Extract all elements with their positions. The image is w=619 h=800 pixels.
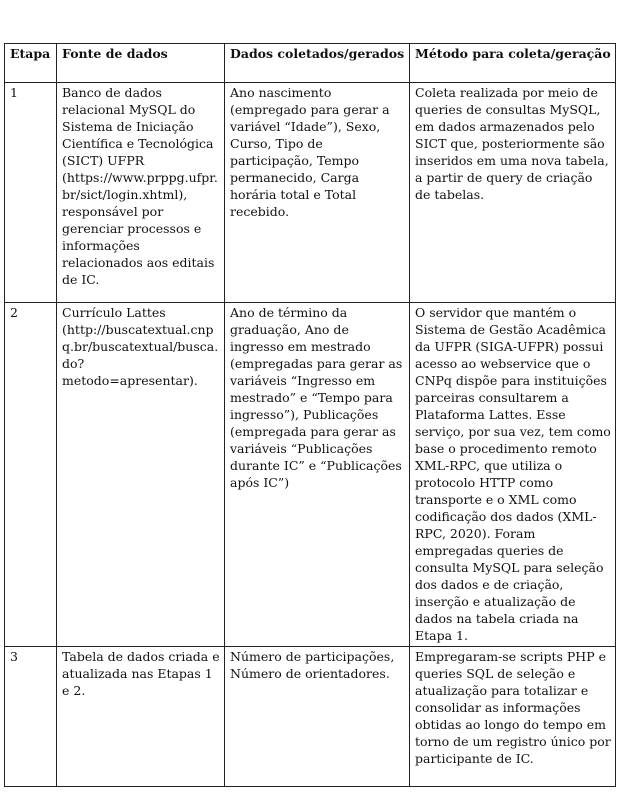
table-row <box>5 83 616 303</box>
cell-metodo: Empregaram-se scripts PHP e queries SQL de seleção e atualização para totalizar e consolidar as informações obtidas ao longo do tempo em torno de um registro único por participante de IC. <box>410 647 616 787</box>
cell-dados: Ano nascimento (empregado para gerar a variável “Idade”), Sexo, Curso, Tipo de participação, Tempo permanecido, Carga horária total e Total recebido. <box>225 83 410 303</box>
cell-fonte: Currículo Lattes (http://buscatextual.cnpq.br/buscatextual/busca.do?metodo=apresentar). <box>57 303 225 647</box>
cell-etapa: 3 <box>5 647 57 787</box>
cell-fonte: Tabela de dados criada e atualizada nas Etapas 1 e 2. <box>57 647 225 787</box>
header-dados-coletados: Dados coletados/gerados <box>225 44 410 83</box>
cell-metodo: O servidor que mantém o Sistema de Gestão Acadêmica da UFPR (SIGA-UFPR) possui acesso ao webservice que o CNPq dispõe para instituições parceiras consultarem a Plataforma Lattes. Esse serviço, por sua vez, tem como base o procedimento remoto XML-RPC, que utiliza o protocolo HTTP como transporte e o XML como codificação dos dados (XML-RPC, 2020). Foram empregadas queries de consulta MySQL para seleção dos dados e de criação, inserção e atualização de dados na tabela criada na Etapa 1. <box>410 303 616 647</box>
cell-dados: Número de participações, Número de orientadores. <box>225 647 410 787</box>
cell-dados: Ano de término da graduação, Ano de ingresso em mestrado (empregadas para gerar as variáveis “Ingresso em mestrado” e “Tempo para ingresso”), Publicações (empregada para gerar as variáveis “Publicações durante IC” e “Publicações após IC”) <box>225 303 410 647</box>
data-collection-table <box>4 43 616 787</box>
header-metodo: Método para coleta/geração <box>410 44 616 83</box>
table-header-row <box>5 44 616 83</box>
cell-metodo: Coleta realizada por meio de queries de consultas MySQL, em dados armazenados pelo SICT que, posteriormente são inseridos em uma nova tabela, a partir de query de criação de tabelas. <box>410 83 616 303</box>
table-row <box>5 647 616 787</box>
cell-etapa: 2 <box>5 303 57 647</box>
header-etapa: Etapa <box>5 44 57 83</box>
cell-fonte: Banco de dados relacional MySQL do Sistema de Iniciação Científica e Tecnológica (SICT) UFPR (https://www.prppg.ufpr.br/sict/login.xhtml), responsável por gerenciar processos e informações relacionados aos editais de IC. <box>57 83 225 303</box>
cell-etapa: 1 <box>5 83 57 303</box>
header-fonte-de-dados: Fonte de dados <box>57 44 225 83</box>
table-row <box>5 303 616 647</box>
